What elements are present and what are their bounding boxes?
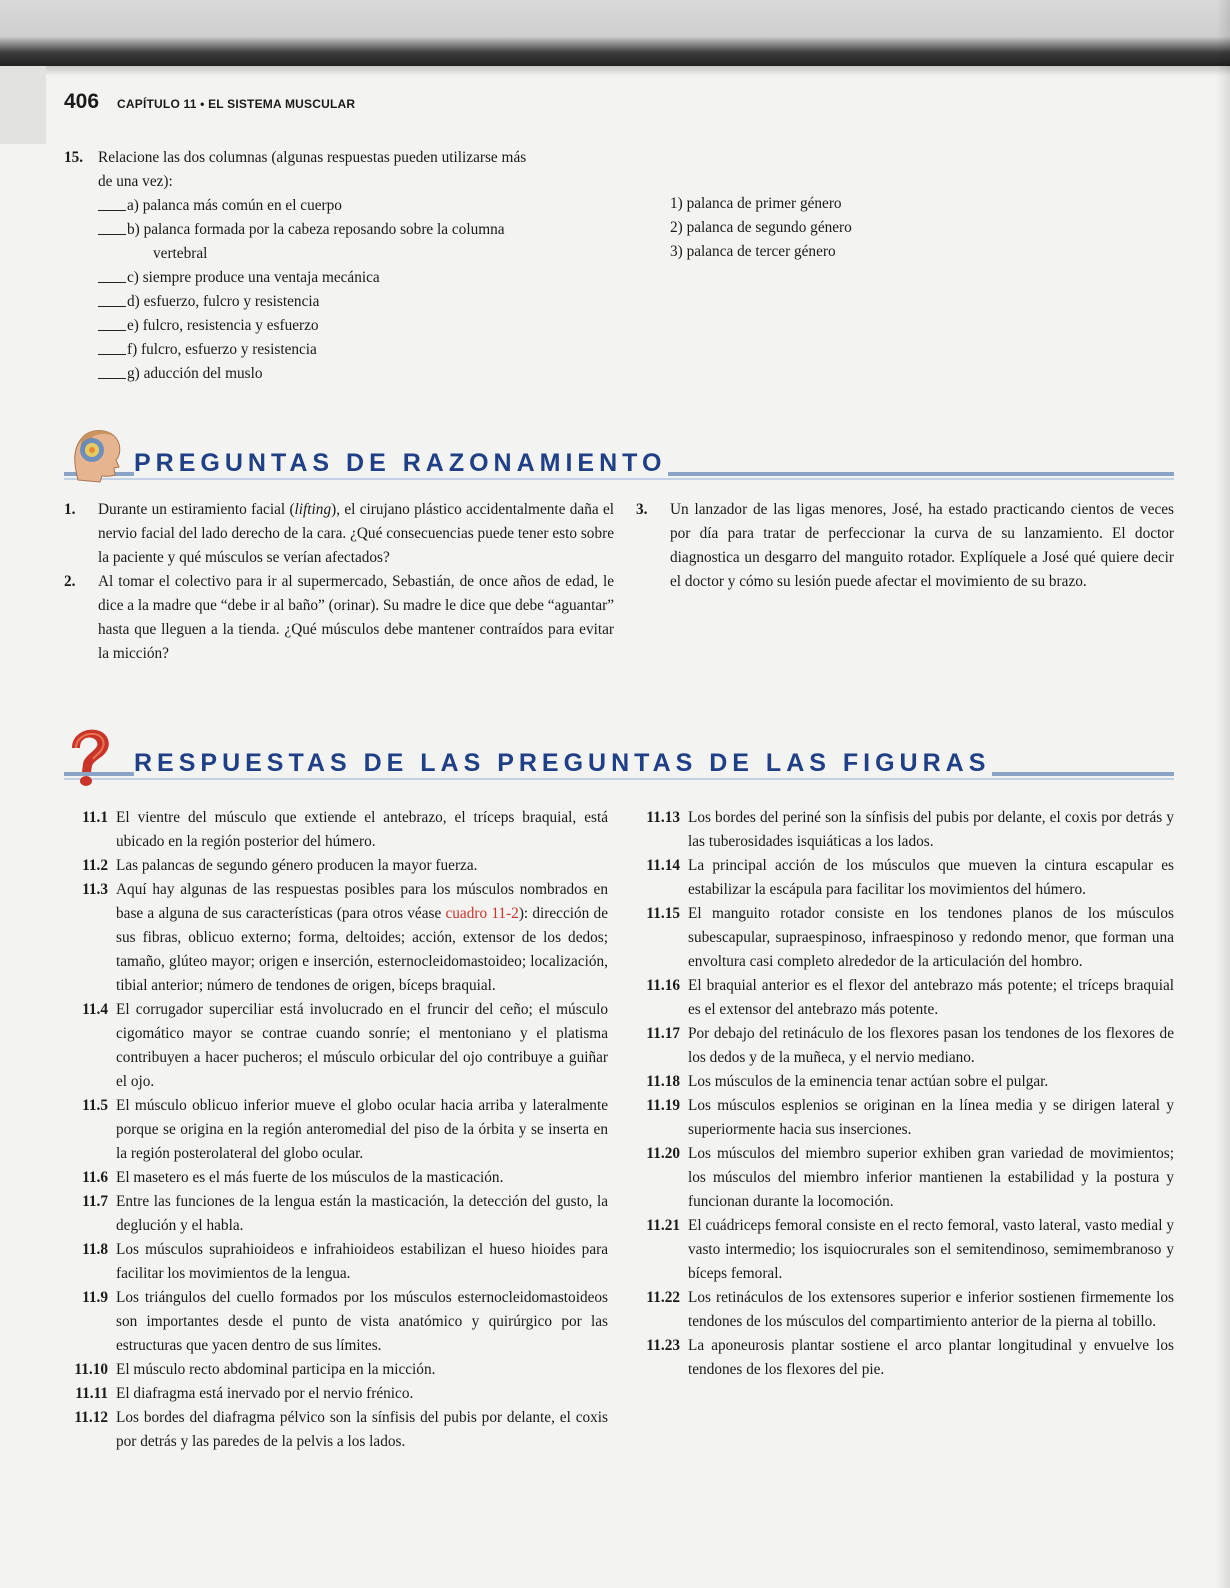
reasoning-question: 2. Al tomar el colectivo para ir al supermercado, Sebastián, de once años de edad, le dice a la madre que “debe ir al baño” (orinar). Su madre le dice que debe “aguantar” hasta que lleguen a la tienda. ¿Qué músculos debe mantener contraídos para evitar la micción? xyxy=(64,573,615,662)
match-item: a) palanca más común en el cuerpo xyxy=(98,194,614,218)
answer-item: 11.5 El músculo oblicuo inferior mueve el globo ocular hacia arriba y lateralmente porque se origina en la región anteromedial del piso de la órbita y se inserta en la región posterolateral del globo ocular. xyxy=(82,1097,608,1162)
answer-item: 11.20 Los músculos del miembro superior exhiben gran variedad de movimientos; los músculos del miembro inferior mantienen la estabilidad y la postura y funcionan durante la locomoción. xyxy=(646,1145,1174,1210)
banner-rule xyxy=(64,778,1174,780)
section-title: PREGUNTAS DE RAZONAMIENTO xyxy=(134,449,667,477)
question-mark-icon xyxy=(64,726,118,788)
answer-item: 11.23 La aponeurosis plantar sostiene el arco plantar longitudinal y envuelve los tendones de los flexores del pie. xyxy=(646,1337,1174,1378)
reasoning-banner xyxy=(64,448,1174,484)
match-options xyxy=(670,192,852,264)
answer-item: 11.2 Las palancas de segundo género producen la mayor fuerza. xyxy=(82,857,478,874)
answer-item: 11.4 El corrugador superciliar está involucrado en el fruncir del ceño; el músculo cigomático mayor se contrae cuando sonríe; el mentoniano y el platisma contribuyen a hacer pucheros; el músculo orbicular del ojo contribuye a guiñar el ojo. xyxy=(82,1001,608,1090)
question-prompt-cont: de una vez): xyxy=(98,173,173,190)
answers-column-left xyxy=(64,806,608,1454)
page-number: 406 xyxy=(64,90,100,113)
answer-item: 11.11 El diafragma está inervado por el nervio frénico. xyxy=(75,1385,414,1402)
answer-blank[interactable] xyxy=(98,314,126,331)
answer-item: 11.15 El manguito rotador consiste en los tendones planos de los músculos subescapular, supraespinoso, infraespinoso y redondo menor, que forman una envoltura casi completo alrededor de la articulación del hombro. xyxy=(646,905,1174,970)
running-header xyxy=(64,90,355,120)
answer-item: 11.10 El músculo recto abdominal participa en la micción. xyxy=(74,1361,436,1378)
answer-item: 11.13 Los bordes del periné son la sínfisis del pubis por delante, el coxis por detrás y las tuberosidades isquiáticas a los lados. xyxy=(646,809,1174,850)
answer-item: 11.12 Los bordes del diafragma pélvico son la sínfisis del pubis por delante, el coxis por detrás y las paredes de la pelvis a los lados. xyxy=(74,1409,608,1450)
head-profile-icon xyxy=(64,420,126,484)
chapter-title: CAPÍTULO 11 • EL SISTEMA MUSCULAR xyxy=(117,97,356,111)
answer-item: 11.6 El masetero es el más fuerte de los músculos de la masticación. xyxy=(82,1169,504,1186)
match-option: 1) palanca de primer género xyxy=(670,195,842,212)
match-item-cont: vertebral xyxy=(153,245,208,262)
answer-blank[interactable] xyxy=(98,218,126,235)
match-item: g) aducción del muslo xyxy=(98,362,614,386)
answer-blank[interactable] xyxy=(98,362,126,379)
match-option: 2) palanca de segundo género xyxy=(670,219,852,236)
question-15 xyxy=(64,146,614,386)
scan-shadow xyxy=(0,66,1230,76)
banner-rule xyxy=(64,478,1174,480)
answers-column-right xyxy=(636,806,1174,1382)
reasoning-column-left xyxy=(64,498,614,666)
answer-item: 11.7 Entre las funciones de la lengua están la masticación, la detección del gusto, la deglución y el habla. xyxy=(82,1193,608,1234)
answer-item: 11.1 El vientre del músculo que extiende el antebrazo, el tríceps braquial, está ubicado en la región posterior del húmero. xyxy=(82,809,608,850)
answer-item: 11.8 Los músculos suprahioideos e infrahioideos estabilizan el hueso hioides para facilitar los movimientos de la lengua. xyxy=(82,1241,608,1282)
match-item: c) siempre produce una ventaja mecánica xyxy=(98,266,614,290)
match-item: f) fulcro, esfuerzo y resistencia xyxy=(98,338,614,362)
match-item: e) fulcro, resistencia y esfuerzo xyxy=(98,314,614,338)
answer-item: 11.16 El braquial anterior es el flexor del antebrazo más potente; el tríceps braquial es el extensor del antebrazo más potente. xyxy=(646,977,1174,1018)
answer-blank[interactable] xyxy=(98,290,126,307)
question-prompt: Relacione las dos columnas (algunas respuestas pueden utilizarse más xyxy=(98,149,527,166)
reasoning-question: 3. Un lanzador de las ligas menores, José, ha estado practicando cientos de veces por día para tratar de perfeccionar la curva de su lanzamiento. El doctor diagnostica un desgarro del manguito rotador. Explíquele a José qué quiere decir el doctor y cómo su lesión puede afectar el movimiento de su brazo. xyxy=(636,501,1174,590)
answer-item: 11.22 Los retináculos de los extensores superior e inferior sostienen firmemente los tendones de los músculos del compartimiento anterior de la pierna al tobillo. xyxy=(646,1289,1174,1330)
answer-item: 11.17 Por debajo del retináculo de los flexores pasan los tendones de los flexores de los dedos y de la muñeca, y el nervio mediano. xyxy=(646,1025,1174,1066)
answer-blank[interactable] xyxy=(98,338,126,355)
reasoning-column-right xyxy=(636,498,1174,594)
scan-right-edge xyxy=(1216,0,1230,1588)
table-reference-link[interactable]: cuadro 11-2 xyxy=(445,905,519,922)
answer-item: 11.9 Los triángulos del cuello formados por los músculos esternocleidomastoideos son importantes desde el punto de vista anatómico y quirúrgico por las estructuras que yacen dentro de sus límites. xyxy=(82,1289,608,1354)
match-option: 3) palanca de tercer género xyxy=(670,243,836,260)
section-title: RESPUESTAS DE LAS PREGUNTAS DE LAS FIGURAS xyxy=(134,749,991,777)
answer-item: 11.21 El cuádriceps femoral consiste en el recto femoral, vasto lateral, vasto medial y vasto intermedio; los isquiocrurales son el semitendinoso, semimembranoso y bíceps femoral. xyxy=(646,1217,1174,1282)
answer-item: 11.18 Los músculos de la eminencia tenar actúan sobre el pulgar. xyxy=(646,1073,1049,1090)
scan-margin-shade xyxy=(0,66,46,144)
match-item: d) esfuerzo, fulcro y resistencia xyxy=(98,290,614,314)
answer-item: 11.3 Aquí hay algunas de las respuestas posibles para los músculos nombrados en base a alguna de sus características (para otros véase cuadro 11-2): dirección de sus fibras, oblicuo externo; forma, deltoides; acción, extensor de los dedos; tamaño, glúteo mayor; origen e inserción, esternocleidomastoideo; localización, tibial anterior; número de tendones de origen, bíceps braquial. xyxy=(82,881,608,994)
question-number: 15. xyxy=(64,149,84,166)
answer-blank[interactable] xyxy=(98,194,126,211)
answer-item: 11.14 La principal acción de los músculos que mueven la cintura escapular es estabilizar la escápula para facilitar los movimientos del húmero. xyxy=(646,857,1174,898)
answer-item: 11.19 Los músculos esplenios se originan en la línea media y se dirigen lateral y superiormente hacia sus inserciones. xyxy=(646,1097,1174,1138)
scan-top-edge xyxy=(0,0,1230,66)
reasoning-question: 1. Durante un estiramiento facial (lifting), el cirujano plástico accidentalmente daña el nervio facial del lado derecho de la cara. ¿Qué consecuencias puede tener esto sobre la paciente y qué músculos se verían afectados? xyxy=(64,501,614,566)
answer-blank[interactable] xyxy=(98,266,126,283)
answers-banner xyxy=(64,748,1174,784)
match-item: b) palanca formada por la cabeza reposando sobre la columna xyxy=(98,218,614,242)
